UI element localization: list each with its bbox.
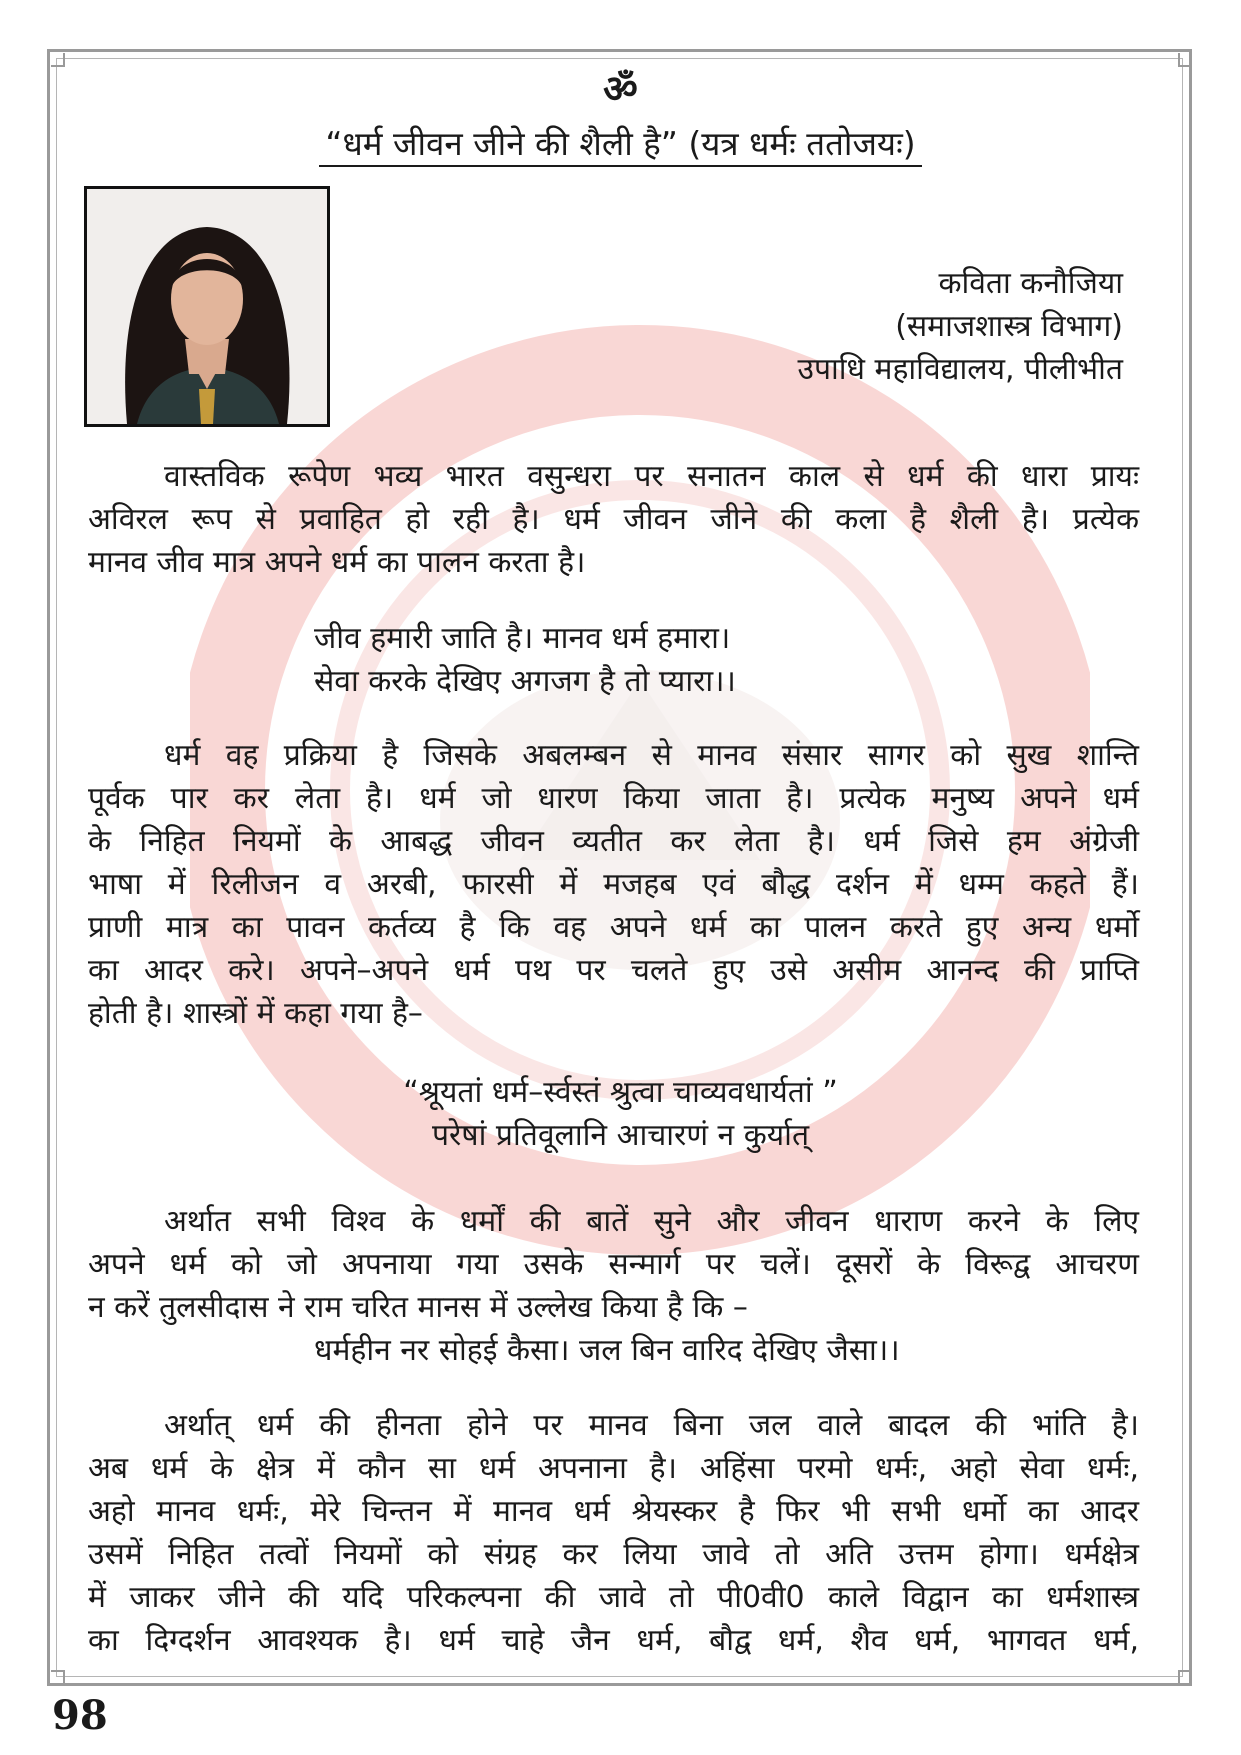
text-line: का आदर करे। अपने–अपने धर्म पथ पर चलते हुए उसे असीम आनन्द की प्राप्ति — [88, 953, 1139, 988]
text-line: का दिग्दर्शन आवश्यक है। धर्म चाहे जैन धर्म, बौद्व धर्म, शैव धर्म, भागवत धर्म, — [88, 1623, 1139, 1658]
border-corner-bottom-left — [51, 1670, 65, 1684]
verse-2-line-1: “श्रूयतां धर्म–र्स्वस्तं श्रुत्वा चाव्यवधार्यतां ” — [403, 1075, 838, 1110]
verse-1-line-1: जीव हमारी जाति है। मानव धर्म हमारा। — [314, 621, 731, 656]
author-photo — [84, 186, 330, 427]
text-line: मानव जीव मात्र अपने धर्म का पालन करता है। — [88, 545, 586, 580]
verse-3: धर्महीन नर सोहई कैसा। जल बिन वारिद देखिए जैसा।। — [314, 1333, 900, 1368]
text-line: उसमें निहित तत्वों नियमों को संग्रह कर लिया जावे तो अति उत्तम होगा। धर्मक्षेत्र — [88, 1537, 1139, 1572]
text-line: वास्तविक रूपेण भव्य भारत वसुन्धरा पर सनातन काल से धर्म की धारा प्रायः — [164, 459, 1139, 494]
text-line: के निहित नियमों के आबद्ध जीवन व्यतीत कर लेता है। धर्म जिसे हम अंग्रेजी — [88, 824, 1139, 859]
text-line: न करें तुलसीदास ने राम चरित मानस में उल्लेख किया है कि – — [88, 1290, 748, 1325]
text-line: प्राणी मात्र का पावन कर्तव्य है कि वह अपने धर्म का पालन करते हुए अन्य धर्मो — [88, 910, 1139, 945]
text-line: अविरल रूप से प्रवाहित हो रही है। धर्म जीवन जीने की कला है शैली है। प्रत्येक — [88, 502, 1139, 537]
verse-1-line-2: सेवा करके देखिए अगजग है तो प्यारा।। — [314, 664, 736, 699]
paragraph-4 — [88, 1404, 1139, 1662]
text-line: धर्म वह प्रक्रिया है जिसके अबलम्बन से मानव संसार सागर को सुख शान्ति — [164, 738, 1139, 773]
author-department: (समाजशास्त्र विभाग) — [895, 309, 1123, 344]
paragraph-1 — [88, 455, 1139, 584]
page-number: 98 — [52, 1692, 108, 1739]
border-corner-bottom-right — [1178, 1670, 1192, 1684]
article-title: “धर्म जीवन जीने की शैली है” (यत्र धर्मः ततोजयः) — [0, 124, 1241, 164]
author-name: कविता कनौजिया — [938, 266, 1123, 301]
verse-2-line-2: परेषां प्रतिवूलानि आचारणं न कुर्यात् — [431, 1118, 810, 1153]
paragraph-3 — [88, 1200, 1139, 1329]
paragraph-2 — [88, 734, 1139, 1035]
author-college: उपाधि महाविद्यालय, पीलीभीत — [797, 352, 1123, 387]
text-line: में जाकर जीने की यदि परिकल्पना की जावे तो पी0वी0 काले विद्वान का धर्मशास्त्र — [88, 1580, 1139, 1615]
text-line: अपने धर्म को जो अपनाया गया उसके सन्मार्ग पर चलें। दूसरों के विरूद्व आचरण — [88, 1247, 1139, 1282]
text-line: अब धर्म के क्षेत्र में कौन सा धर्म अपनाना है। अहिंसा परमो धर्मः, अहो सेवा धर्मः, — [88, 1451, 1139, 1486]
text-line: पूर्वक पार कर लेता है। धर्म जो धारण किया जाता है। प्रत्येक मनुष्य अपने धर्म — [88, 781, 1139, 816]
text-line: अहो मानव धर्मः, मेरे चिन्तन में मानव धर्म श्रेयस्कर है फिर भी सभी धर्मो का आदर — [88, 1494, 1139, 1529]
text-line: होती है। शास्त्रों में कहा गया है– — [88, 996, 423, 1031]
text-line: भाषा में रिलीजन व अरबी, फारसी में मजहब एवं बौद्ध दर्शन में धम्म कहते हैं। — [88, 867, 1139, 902]
text-line: अर्थात सभी विश्व के धर्मों की बातें सुने और जीवन धाराण करने के लिए — [164, 1204, 1139, 1239]
om-symbol: ॐ — [603, 67, 638, 111]
author-block — [798, 262, 1123, 391]
text-line: अर्थात् धर्म की हीनता होने पर मानव बिना जल वाले बादल की भांति है। — [164, 1408, 1139, 1443]
